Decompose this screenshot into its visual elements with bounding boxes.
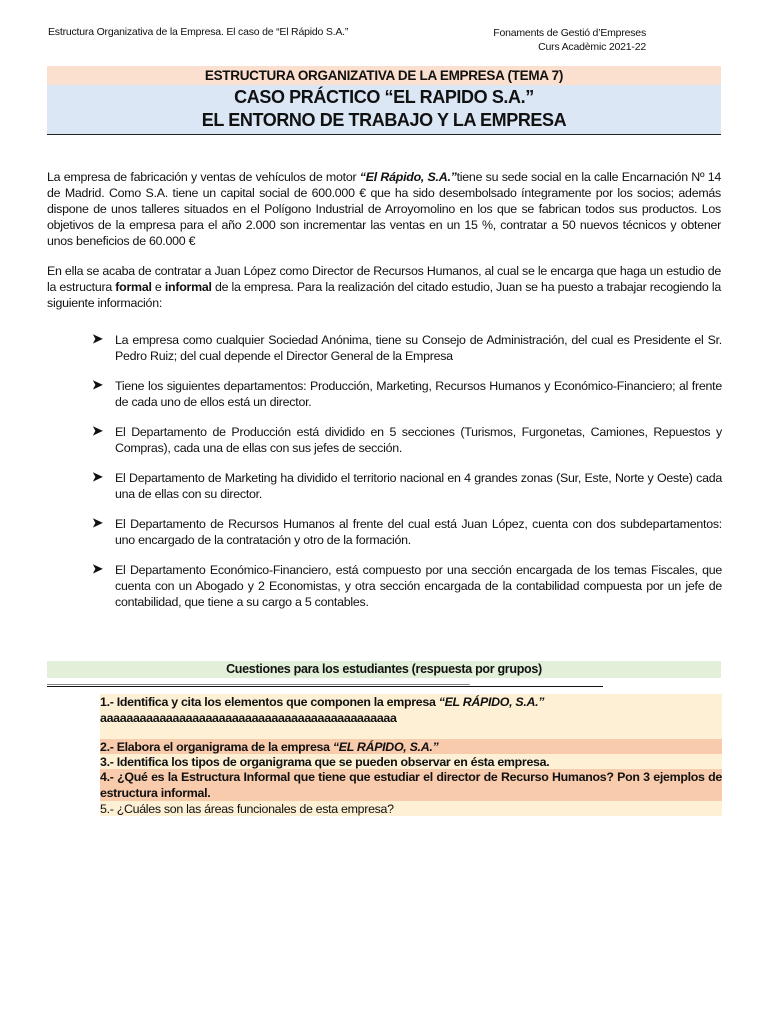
intro-p1-rest: tiene su sede social en la calle Encarnación Nº 14 de Madrid. Como S.A. tiene un capital social de 600.000 € que ha sido desembolsado íntegramente por los socios; además dispone de unos talleres situados en el Polígono Industrial de Arroyomolino en los que se fabrican todos sus productos. Los objetivos de la empresa para el año 2.000 son incrementar las ventas en un 15 %, contratar a 50 nuevos técnicos y obtener unos beneficios de 60.000 €	[47, 170, 722, 248]
intro-p2-conj: e	[151, 280, 165, 294]
arrowhead-bullet-icon: ➤	[92, 515, 103, 530]
question-5: 5.- ¿Cuáles son las áreas funcionales de esta empresa?	[100, 801, 722, 816]
company-name: “EL RÁPIDO, S.A.”	[438, 695, 545, 709]
header-right	[484, 26, 646, 54]
arrowhead-bullet-icon: ➤	[92, 423, 103, 438]
question-2: 2.- Elabora el organigrama de la empresa “EL RÁPIDO, S.A.”	[100, 739, 722, 754]
intro-p1-start: La empresa de fabricación y ventas de vehículos de motor	[47, 170, 360, 184]
word-formal: formal	[115, 280, 152, 294]
questions-title: Cuestiones para los estudiantes (respuesta por grupos)	[47, 661, 721, 678]
list-item: ➤ Tiene los siguientes departamentos: Producción, Marketing, Recursos Humanos y Económico-Financiero; al frente de cada uno de ellos está un director.	[92, 377, 722, 409]
info-bullet-list	[92, 332, 722, 624]
header-course-name: Fonaments de Gestió d’Empreses	[493, 27, 646, 39]
question-1-answer[interactable]: aaaaaaaaaaaaaaaaaaaaaaaaaaaaaaaaaaaaaaaaaaaaa	[100, 711, 397, 725]
question-4: 4.- ¿Qué es la Estructura Informal que tiene que estudiar el director de Recurso Humanos? Pon 3 ejemplos de estructura informal.	[100, 770, 722, 800]
word-informal: informal	[164, 280, 212, 294]
arrowhead-bullet-icon: ➤	[92, 331, 103, 346]
arrowhead-bullet-icon: ➤	[92, 377, 103, 392]
question-3: 3.- Identifica los tipos de organigrama que se pueden observar en ésta empresa.	[100, 754, 722, 769]
title-subject: EL ENTORNO DE TRABAJO Y LA EMPRESA	[201, 110, 567, 130]
title-topic: ESTRUCTURA ORGANIZATIVA DE LA EMPRESA (TEMA 7)	[47, 66, 721, 85]
intro-p2-start: En ella se acaba de contratar a Juan López como Director de Recursos Humanos, al cual se le encarga que haga un estudio de la estructura	[47, 264, 721, 294]
intro-p2-rest: de la empresa. Para la realización del citado estudio, Juan se ha puesto a trabajar recogiendo la siguiente información:	[47, 280, 721, 310]
intro-paragraph-2	[47, 263, 721, 311]
arrowhead-bullet-icon: ➤	[92, 469, 103, 484]
title-main	[47, 85, 721, 135]
list-item: ➤ El Departamento de Marketing ha dividido el territorio nacional en 4 grandes zonas (Sur, Este, Norte y Oeste) cada una de ellas con su director.	[92, 469, 722, 501]
list-item: ➤ La empresa como cualquier Sociedad Anónima, tiene su Consejo de Administración, del cual es Presidente el Sr. Pedro Ruiz; del cual depende el Director General de la Empresa	[92, 331, 722, 363]
list-item: ➤ El Departamento de Recursos Humanos al frente del cual está Juan López, cuenta con dos subdepartamentos: uno encargado de la contratación y otro de la formación.	[92, 515, 722, 547]
question-1: 1.- Identifica y cita los elementos que componen la empresa “EL RÁPIDO, S.A.” aaaaaaaaaaaaaaaaaaaaaaaaaaaaaaaaaaaaaaaaaaaaa	[100, 694, 722, 739]
title-block	[47, 66, 721, 135]
list-item: ➤ El Departamento Económico-Financiero, está compuesto por una sección encargada de los temas Fiscales, que cuenta con un Abogado y 2 Economistas, y otra sección encargada de la contabilidad compuesta por un jefe de contabilidad, que tiene a su cargo a 5 contables.	[92, 561, 722, 609]
questions-divider: _______________________________________________________________________________________________	[47, 676, 603, 687]
intro-paragraph-1	[47, 169, 721, 249]
list-item: ➤ El Departamento de Producción está dividido en 5 secciones (Turismos, Furgonetas, Camiones, Repuestos y Compras), cada una de ellas con sus jefes de sección.	[92, 423, 722, 455]
title-case: CASO PRÁCTICO “EL RAPIDO S.A.”	[234, 87, 534, 107]
company-name: “El Rápido, S.A.”	[359, 170, 457, 184]
header-academic-year: Curs Acadèmic 2021-22	[538, 41, 646, 53]
arrowhead-bullet-icon: ➤	[92, 561, 103, 576]
header-left: Estructura Organizativa de la Empresa. El caso de “El Rápido S.A.”	[48, 26, 349, 38]
company-name: “EL RÁPIDO, S.A.”	[332, 740, 439, 754]
